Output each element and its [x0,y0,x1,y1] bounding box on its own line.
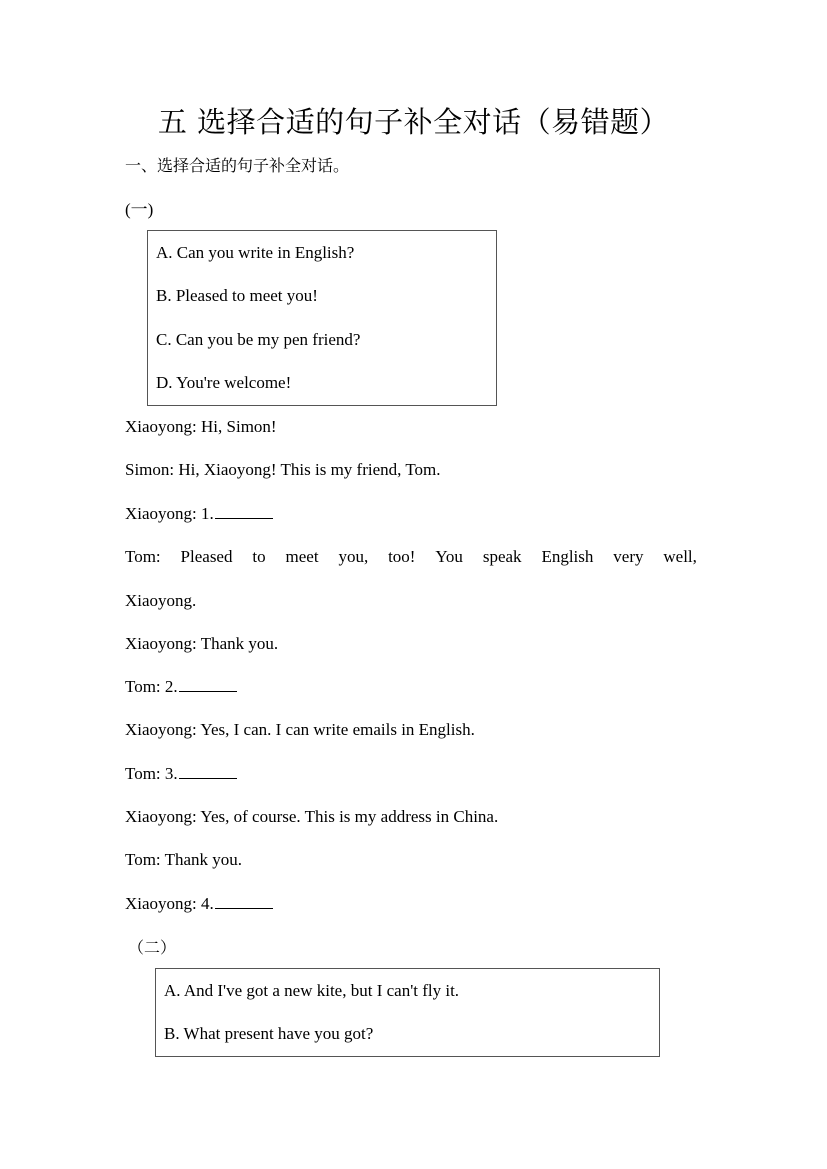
dialogue-line-6 [125,633,278,655]
options-box-1 [147,230,497,406]
dialogue-line-10 [125,806,498,828]
utterance: Xiaoyong. [125,591,197,610]
utterance: 1. [196,504,214,523]
utterance: Yes, I can. I can write emails in English. [196,720,475,739]
options-box-2 [155,968,660,1057]
dialogue-line-2 [125,459,441,481]
speaker: Simon: [125,460,175,479]
option-a: A. And I've got a new kite, but I can't fly it. [164,981,460,1000]
speaker: Tom: [125,850,161,869]
speaker: Tom: [125,677,161,696]
word: English [541,547,594,566]
speaker: Tom: [125,547,161,566]
word: you, [338,547,369,566]
option-b: B. Pleased to meet you! [156,286,318,305]
word: Pleased [180,547,233,566]
speaker: Xiaoyong: [125,417,197,436]
dialogue-line-8 [125,719,475,741]
utterance: 2. [160,677,178,696]
utterance: Thank you. [160,850,243,869]
word: You [435,547,463,566]
utterance: Thank you. [196,634,279,653]
answer-blank-1[interactable] [215,503,273,519]
word: very [613,547,644,566]
page-title: 五 选择合适的句子补全对话（易错题） [157,105,670,139]
word: speak [482,547,522,566]
word: well, [663,547,697,566]
dialogue-line-3 [125,503,273,525]
dialogue-line-1 [125,416,277,438]
speaker: Xiaoyong: [125,894,197,913]
section-2-label: （二） [128,938,177,957]
section-1-label: (一) [125,200,154,219]
speaker: Xiaoyong: [125,807,197,826]
answer-blank-2[interactable] [179,676,237,692]
word: too! [388,547,416,566]
utterance: 3. [160,764,178,783]
dialogue-line-9 [125,763,237,785]
answer-blank-4[interactable] [215,893,273,909]
dialogue-line-5 [125,590,196,612]
dialogue-line-4 [125,546,697,568]
word: to [252,547,266,566]
speaker: Xiaoyong: [125,634,197,653]
instruction: 一、选择合适的句子补全对话。 [125,156,350,175]
option-c: C. Can you be my pen friend? [156,330,361,349]
answer-blank-3[interactable] [179,763,237,779]
speaker: Xiaoyong: [125,504,197,523]
option-a: A. Can you write in English? [156,243,355,262]
utterance: Hi, Simon! [196,417,277,436]
option-b: B. What present have you got? [164,1024,374,1043]
dialogue-line-11 [125,849,242,871]
utterance: Hi, Xiaoyong! This is my friend, Tom. [174,460,441,479]
utterance: 4. [196,894,214,913]
option-d: D. You're welcome! [156,373,292,392]
dialogue-line-12 [125,893,273,915]
utterance: Yes, of course. This is my address in China. [196,807,499,826]
speaker: Tom: [125,764,161,783]
speaker: Xiaoyong: [125,720,197,739]
word: meet [285,547,319,566]
dialogue-line-7 [125,676,237,698]
